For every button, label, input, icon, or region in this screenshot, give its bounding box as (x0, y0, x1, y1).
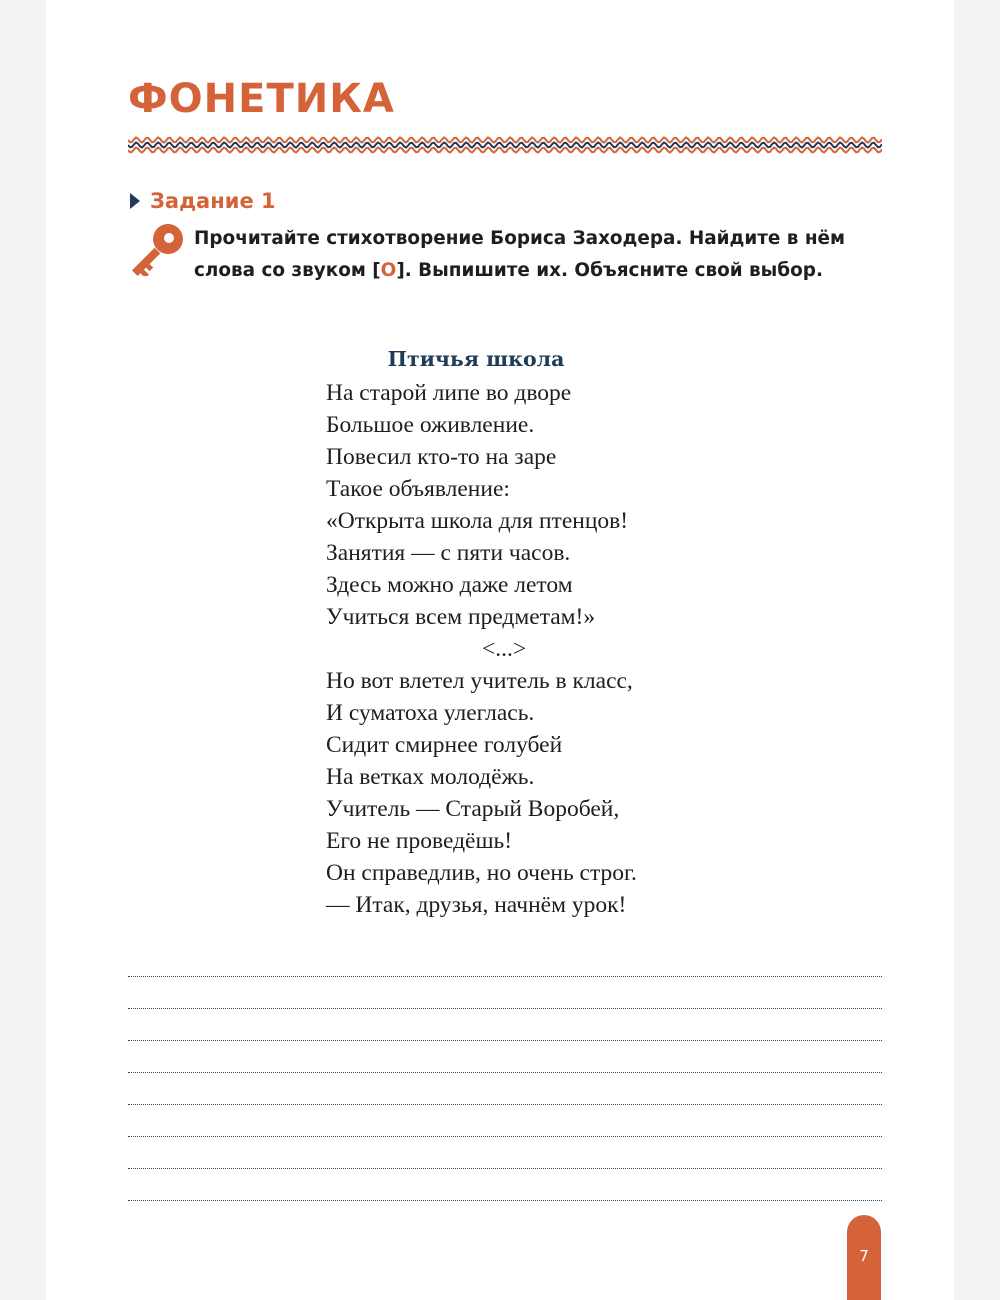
answer-line[interactable] (128, 1200, 882, 1201)
answer-line[interactable] (128, 1136, 882, 1137)
answer-line[interactable] (128, 1072, 882, 1073)
key-icon (132, 222, 184, 276)
answer-line[interactable] (128, 1040, 882, 1041)
answer-line[interactable] (128, 1008, 882, 1009)
poem-title: Птичья школа (387, 347, 565, 371)
poem-line: — Итак, друзья, начнём урок! (326, 892, 627, 918)
poem-line: Такое объявление: (326, 476, 510, 502)
poem-line: И суматоха улеглась. (326, 700, 535, 726)
poem-body (326, 377, 746, 921)
page-number: 7 (859, 1247, 869, 1265)
poem-line: Сидит смирнее голубей (326, 732, 563, 758)
poem-line: Занятия — с пяти часов. (326, 540, 571, 566)
poem-line: Большое оживление. (326, 412, 535, 438)
page-number-tab (847, 1215, 881, 1300)
poem-line: Учиться всем предметам!» (326, 604, 596, 630)
poem-line: Его не проведёшь! (326, 828, 513, 854)
poem-line: «Открыта школа для птенцов! (326, 508, 629, 534)
page-margin-left (0, 0, 46, 1300)
sound-symbol: О (380, 260, 397, 281)
wave-divider (128, 134, 882, 156)
instruction-text-start: Прочитайте стихотворение Бориса Заходера. Найдите в нём слова со звуком [ (194, 228, 846, 281)
task-label: Задание 1 (150, 189, 276, 213)
page-margin-right (954, 0, 1000, 1300)
poem-line: На старой липе во дворе (326, 380, 572, 406)
poem-line: Повесил кто-то на заре (326, 444, 557, 470)
task-instruction (194, 223, 894, 287)
answer-line[interactable] (128, 1168, 882, 1169)
poem-line: Но вот влетел учитель в класс, (326, 668, 633, 694)
task-header (130, 189, 276, 213)
instruction-text-end: ]. Выпишите их. Объясните свой выбор. (396, 260, 823, 281)
poem-line: На ветках молодёжь. (326, 764, 535, 790)
poem-omission-marker: <...> (482, 636, 527, 662)
chapter-title: ФОНЕТИКА (128, 76, 395, 122)
poem-line: Он справедлив, но очень строг. (326, 860, 637, 886)
triangle-right-icon (130, 193, 140, 209)
answer-line[interactable] (128, 1104, 882, 1105)
poem-line: Здесь можно даже летом (326, 572, 573, 598)
answer-line[interactable] (128, 976, 882, 977)
poem-line: Учитель — Старый Воробей, (326, 796, 620, 822)
